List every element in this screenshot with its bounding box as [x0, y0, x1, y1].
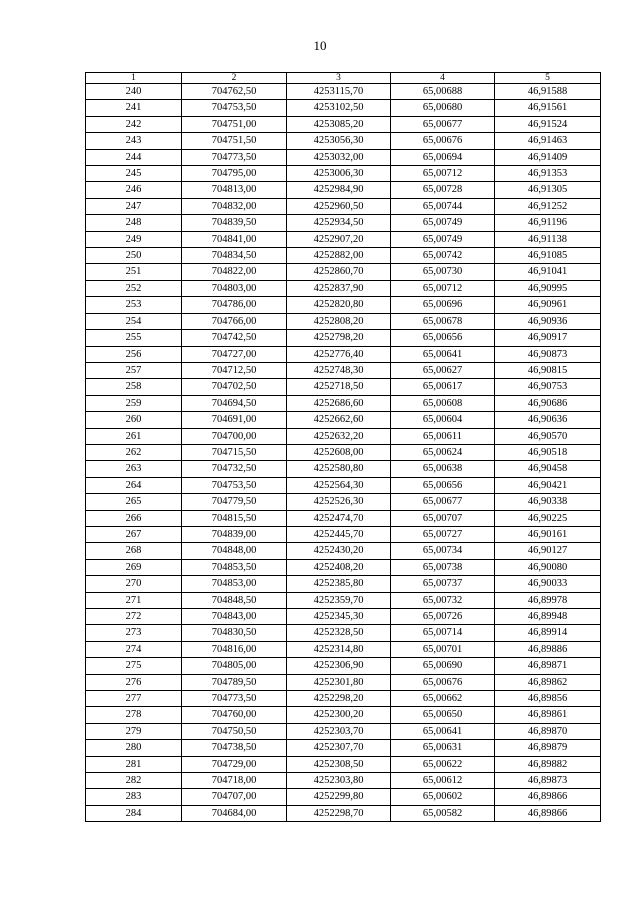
table-cell: 4252408,20 [287, 559, 391, 575]
table-cell: 4253115,70 [287, 84, 391, 100]
table-row [86, 625, 601, 641]
table-cell: 4252328,50 [287, 625, 391, 641]
table-cell: 704727,00 [182, 346, 287, 362]
table-row [86, 723, 601, 739]
table-cell: 65,00627 [391, 362, 495, 378]
table-cell: 244 [86, 149, 182, 165]
table-cell: 46,90161 [495, 526, 601, 542]
table-row [86, 84, 601, 100]
table-cell: 65,00726 [391, 609, 495, 625]
table-cell: 704839,00 [182, 526, 287, 542]
table-cell: 258 [86, 379, 182, 395]
table-cell: 266 [86, 510, 182, 526]
table-cell: 277 [86, 691, 182, 707]
table-cell: 65,00712 [391, 280, 495, 296]
table-cell: 65,00662 [391, 691, 495, 707]
table-cell: 704816,00 [182, 641, 287, 657]
table-cell: 253 [86, 297, 182, 313]
page-number: 10 [313, 38, 327, 53]
table-cell: 65,00650 [391, 707, 495, 723]
table-cell: 46,89873 [495, 773, 601, 789]
table-cell: 46,91085 [495, 248, 601, 264]
table-cell: 4252748,30 [287, 362, 391, 378]
table-cell: 704732,50 [182, 461, 287, 477]
table-cell: 4252526,30 [287, 494, 391, 510]
table-cell: 274 [86, 641, 182, 657]
table-row [86, 166, 601, 182]
table-cell: 65,00678 [391, 313, 495, 329]
table-cell: 704822,00 [182, 264, 287, 280]
table-cell: 65,00696 [391, 297, 495, 313]
table-row [86, 592, 601, 608]
table-cell: 268 [86, 543, 182, 559]
table-cell: 704843,00 [182, 609, 287, 625]
table-cell: 704694,50 [182, 395, 287, 411]
table-cell: 46,91252 [495, 198, 601, 214]
table-cell: 65,00701 [391, 641, 495, 657]
column-header: 5 [495, 73, 601, 84]
table-cell: 4252718,50 [287, 379, 391, 395]
table-row [86, 477, 601, 493]
table-cell: 65,00677 [391, 116, 495, 132]
table-cell: 46,91305 [495, 182, 601, 198]
table-cell: 273 [86, 625, 182, 641]
table-row [86, 182, 601, 198]
table-cell: 46,89871 [495, 658, 601, 674]
table-cell: 46,89978 [495, 592, 601, 608]
table-cell: 4252960,50 [287, 198, 391, 214]
table-cell: 65,00734 [391, 543, 495, 559]
table-cell: 704700,00 [182, 428, 287, 444]
table-cell: 4252430,20 [287, 543, 391, 559]
table-cell: 257 [86, 362, 182, 378]
table-cell: 65,00624 [391, 444, 495, 460]
table-row [86, 412, 601, 428]
table-cell: 265 [86, 494, 182, 510]
table-row [86, 330, 601, 346]
table-cell: 65,00749 [391, 231, 495, 247]
table-cell: 65,00749 [391, 215, 495, 231]
table-row [86, 674, 601, 690]
table-cell: 4252307,70 [287, 740, 391, 756]
table-cell: 65,00742 [391, 248, 495, 264]
table-cell: 240 [86, 84, 182, 100]
table-cell: 704751,50 [182, 133, 287, 149]
table-cell: 4252445,70 [287, 526, 391, 542]
table-cell: 4252298,20 [287, 691, 391, 707]
table-row [86, 707, 601, 723]
table-cell: 46,90936 [495, 313, 601, 329]
table-cell: 4252385,80 [287, 576, 391, 592]
table-cell: 4252564,30 [287, 477, 391, 493]
table-cell: 4252632,20 [287, 428, 391, 444]
table-cell: 250 [86, 248, 182, 264]
table-cell: 278 [86, 707, 182, 723]
table-row [86, 543, 601, 559]
table-cell: 284 [86, 805, 182, 821]
table-cell: 704832,00 [182, 198, 287, 214]
table-cell: 46,89948 [495, 609, 601, 625]
table-cell: 275 [86, 658, 182, 674]
table-cell: 65,00602 [391, 789, 495, 805]
table-cell: 46,89862 [495, 674, 601, 690]
table-cell: 65,00707 [391, 510, 495, 526]
table-cell: 46,89882 [495, 756, 601, 772]
table-cell: 65,00631 [391, 740, 495, 756]
table-cell: 252 [86, 280, 182, 296]
table-cell: 704742,50 [182, 330, 287, 346]
table-cell: 249 [86, 231, 182, 247]
table-cell: 46,89886 [495, 641, 601, 657]
table-cell: 4252303,80 [287, 773, 391, 789]
table-cell: 46,90815 [495, 362, 601, 378]
table-cell: 65,00638 [391, 461, 495, 477]
table-row [86, 100, 601, 116]
coordinates-table [85, 72, 601, 822]
table-cell: 46,90686 [495, 395, 601, 411]
table-row [86, 559, 601, 575]
table-row [86, 362, 601, 378]
table-cell: 704803,00 [182, 280, 287, 296]
table-cell: 46,90338 [495, 494, 601, 510]
table-cell: 65,00732 [391, 592, 495, 608]
table-cell: 4253032,00 [287, 149, 391, 165]
table-cell: 46,91196 [495, 215, 601, 231]
table-cell: 4252301,80 [287, 674, 391, 690]
table-cell: 46,89866 [495, 789, 601, 805]
table-row [86, 379, 601, 395]
table-cell: 65,00641 [391, 723, 495, 739]
table-cell: 65,00582 [391, 805, 495, 821]
table-cell: 46,89870 [495, 723, 601, 739]
table-cell: 46,89861 [495, 707, 601, 723]
table-cell: 242 [86, 116, 182, 132]
table-cell: 65,00738 [391, 559, 495, 575]
table-cell: 241 [86, 100, 182, 116]
table-cell: 704813,00 [182, 182, 287, 198]
table-cell: 704786,00 [182, 297, 287, 313]
table-cell: 264 [86, 477, 182, 493]
table-cell: 276 [86, 674, 182, 690]
table-cell: 704766,00 [182, 313, 287, 329]
table-cell: 65,00712 [391, 166, 495, 182]
table-cell: 704815,50 [182, 510, 287, 526]
table-cell: 4252860,70 [287, 264, 391, 280]
table-cell: 46,90225 [495, 510, 601, 526]
table-cell: 704729,00 [182, 756, 287, 772]
column-header: 1 [86, 73, 182, 84]
table-cell: 704830,50 [182, 625, 287, 641]
table-cell: 246 [86, 182, 182, 198]
table-cell: 704712,50 [182, 362, 287, 378]
table-cell: 65,00730 [391, 264, 495, 280]
table-row [86, 264, 601, 280]
table-cell: 704684,00 [182, 805, 287, 821]
table-cell: 255 [86, 330, 182, 346]
table-cell: 280 [86, 740, 182, 756]
table-cell: 46,90917 [495, 330, 601, 346]
table-cell: 4252308,50 [287, 756, 391, 772]
table-row [86, 510, 601, 526]
table-row [86, 526, 601, 542]
table-row [86, 658, 601, 674]
table-cell: 46,90033 [495, 576, 601, 592]
table-cell: 704691,00 [182, 412, 287, 428]
table-cell: 4252798,20 [287, 330, 391, 346]
table-cell: 4252314,80 [287, 641, 391, 657]
column-header: 3 [287, 73, 391, 84]
table-cell: 46,90873 [495, 346, 601, 362]
table-cell: 46,90961 [495, 297, 601, 313]
table-cell: 46,89879 [495, 740, 601, 756]
table-row [86, 231, 601, 247]
table-cell: 46,90518 [495, 444, 601, 460]
table-cell: 704753,50 [182, 100, 287, 116]
table-cell: 46,91588 [495, 84, 601, 100]
table-cell: 46,89866 [495, 805, 601, 821]
table-cell: 256 [86, 346, 182, 362]
table-cell: 65,00604 [391, 412, 495, 428]
table-cell: 704848,00 [182, 543, 287, 559]
table-cell: 251 [86, 264, 182, 280]
table-row [86, 740, 601, 756]
table-row [86, 576, 601, 592]
table-row [86, 461, 601, 477]
table-cell: 4252608,00 [287, 444, 391, 460]
table-cell: 4252300,20 [287, 707, 391, 723]
table-cell: 279 [86, 723, 182, 739]
table-row [86, 346, 601, 362]
table-cell: 704779,50 [182, 494, 287, 510]
table-cell: 46,91041 [495, 264, 601, 280]
table-cell: 4252303,70 [287, 723, 391, 739]
table-row [86, 395, 601, 411]
table-cell: 4252686,60 [287, 395, 391, 411]
table-cell: 46,90636 [495, 412, 601, 428]
table-row [86, 609, 601, 625]
table-row [86, 691, 601, 707]
table-row [86, 444, 601, 460]
table-cell: 704773,50 [182, 691, 287, 707]
table-cell: 46,91561 [495, 100, 601, 116]
table-cell: 4252882,00 [287, 248, 391, 264]
table-cell: 4252662,60 [287, 412, 391, 428]
table-cell: 704853,00 [182, 576, 287, 592]
table-cell: 254 [86, 313, 182, 329]
table-cell: 704718,00 [182, 773, 287, 789]
table-row [86, 280, 601, 296]
table-cell: 46,90570 [495, 428, 601, 444]
table-cell: 704753,50 [182, 477, 287, 493]
table-cell: 267 [86, 526, 182, 542]
table-cell: 4253056,30 [287, 133, 391, 149]
table-row [86, 756, 601, 772]
table-cell: 247 [86, 198, 182, 214]
table-cell: 4252580,80 [287, 461, 391, 477]
table-cell: 65,00676 [391, 674, 495, 690]
table-cell: 4252359,70 [287, 592, 391, 608]
table-cell: 704848,50 [182, 592, 287, 608]
table-header-row [86, 73, 601, 84]
table-cell: 65,00727 [391, 526, 495, 542]
table-row [86, 773, 601, 789]
table-cell: 46,90127 [495, 543, 601, 559]
table-cell: 65,00694 [391, 149, 495, 165]
table-cell: 65,00680 [391, 100, 495, 116]
table-cell: 704750,50 [182, 723, 287, 739]
table-cell: 46,90995 [495, 280, 601, 296]
table-cell: 704853,50 [182, 559, 287, 575]
table-cell: 248 [86, 215, 182, 231]
table-cell: 65,00612 [391, 773, 495, 789]
table-cell: 704834,50 [182, 248, 287, 264]
table-cell: 65,00622 [391, 756, 495, 772]
table-cell: 65,00737 [391, 576, 495, 592]
table-cell: 65,00608 [391, 395, 495, 411]
table-cell: 4253085,20 [287, 116, 391, 132]
table-cell: 270 [86, 576, 182, 592]
table-row [86, 297, 601, 313]
column-header: 2 [182, 73, 287, 84]
table-cell: 46,90753 [495, 379, 601, 395]
table-cell: 46,90080 [495, 559, 601, 575]
table-cell: 65,00641 [391, 346, 495, 362]
table-cell: 261 [86, 428, 182, 444]
column-header: 4 [391, 73, 495, 84]
table-cell: 46,90421 [495, 477, 601, 493]
table-row [86, 133, 601, 149]
table-cell: 4252299,80 [287, 789, 391, 805]
table-cell: 65,00690 [391, 658, 495, 674]
table-cell: 46,91524 [495, 116, 601, 132]
table-cell: 4252474,70 [287, 510, 391, 526]
table-row [86, 198, 601, 214]
table-cell: 282 [86, 773, 182, 789]
table-cell: 245 [86, 166, 182, 182]
table-cell: 46,90458 [495, 461, 601, 477]
table-cell: 4252306,90 [287, 658, 391, 674]
table-cell: 65,00728 [391, 182, 495, 198]
table-cell: 263 [86, 461, 182, 477]
table-cell: 46,91409 [495, 149, 601, 165]
table-cell: 46,89914 [495, 625, 601, 641]
table-cell: 4252907,20 [287, 231, 391, 247]
table-cell: 65,00656 [391, 477, 495, 493]
table-cell: 704762,50 [182, 84, 287, 100]
table-cell: 65,00744 [391, 198, 495, 214]
table-cell: 46,91463 [495, 133, 601, 149]
table-cell: 243 [86, 133, 182, 149]
table-cell: 271 [86, 592, 182, 608]
table-cell: 259 [86, 395, 182, 411]
table-cell: 4252776,40 [287, 346, 391, 362]
table-cell: 4253102,50 [287, 100, 391, 116]
table-cell: 704715,50 [182, 444, 287, 460]
table-cell: 704738,50 [182, 740, 287, 756]
table-cell: 65,00677 [391, 494, 495, 510]
table-cell: 269 [86, 559, 182, 575]
table-cell: 704760,00 [182, 707, 287, 723]
table-row [86, 215, 601, 231]
table-body [86, 84, 601, 822]
table-row [86, 248, 601, 264]
table-cell: 704707,00 [182, 789, 287, 805]
table-cell: 4252934,50 [287, 215, 391, 231]
table-cell: 704789,50 [182, 674, 287, 690]
table-row [86, 805, 601, 821]
table-row [86, 149, 601, 165]
table-cell: 46,91138 [495, 231, 601, 247]
table-cell: 704841,00 [182, 231, 287, 247]
table-cell: 65,00656 [391, 330, 495, 346]
table-cell: 4252837,90 [287, 280, 391, 296]
table-cell: 704702,50 [182, 379, 287, 395]
table-cell: 704751,00 [182, 116, 287, 132]
table-cell: 65,00611 [391, 428, 495, 444]
table-row [86, 494, 601, 510]
table-cell: 4252820,80 [287, 297, 391, 313]
table-cell: 65,00617 [391, 379, 495, 395]
table-cell: 4252984,90 [287, 182, 391, 198]
table-cell: 46,89856 [495, 691, 601, 707]
table-cell: 272 [86, 609, 182, 625]
table-cell: 704773,50 [182, 149, 287, 165]
table-cell: 65,00714 [391, 625, 495, 641]
table-cell: 704795,00 [182, 166, 287, 182]
table-cell: 262 [86, 444, 182, 460]
table-row [86, 641, 601, 657]
table-cell: 4252808,20 [287, 313, 391, 329]
table-cell: 4252298,70 [287, 805, 391, 821]
table-row [86, 428, 601, 444]
table-cell: 65,00676 [391, 133, 495, 149]
table-cell: 283 [86, 789, 182, 805]
table-cell: 65,00688 [391, 84, 495, 100]
table-cell: 704805,00 [182, 658, 287, 674]
table-cell: 46,91353 [495, 166, 601, 182]
table-row [86, 789, 601, 805]
table-cell: 4253006,30 [287, 166, 391, 182]
table-cell: 260 [86, 412, 182, 428]
table-cell: 281 [86, 756, 182, 772]
table-cell: 4252345,30 [287, 609, 391, 625]
table-row [86, 116, 601, 132]
table-cell: 704839,50 [182, 215, 287, 231]
table-row [86, 313, 601, 329]
